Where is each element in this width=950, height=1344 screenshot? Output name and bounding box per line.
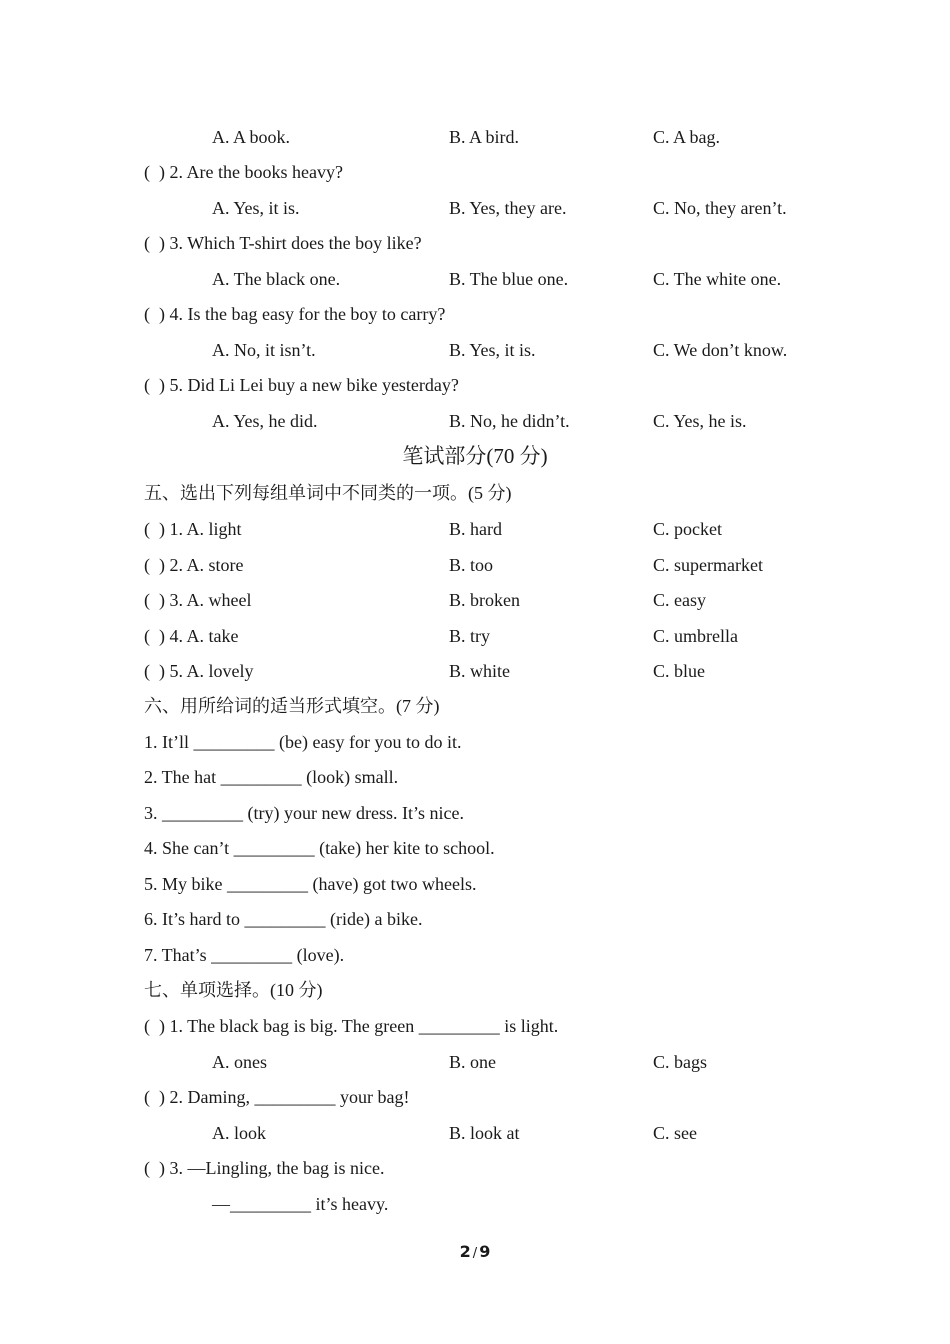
listening-question-4 [0,301,950,327]
option-a: A. look [212,1123,266,1143]
option-b: B. try [449,626,491,646]
option-a: ( ) 5. A. lovely [144,661,254,681]
fill-blank-text: 3. _________ (try) your new dress. It’s nice. [144,803,464,823]
dialogue-reply: —_________ it’s heavy. [212,1194,389,1214]
option-a: A. Yes, he did. [212,411,318,431]
option-a: ( ) 3. A. wheel [144,590,252,610]
fill-blank-item [0,800,950,826]
option-a: A. ones [212,1052,267,1072]
listening-options-3 [0,266,950,292]
fill-blank-item [0,871,950,897]
option-b: B. Yes, they are. [449,198,567,218]
option-c: C. Yes, he is. [653,411,747,431]
option-a: A. No, it isn’t. [212,340,316,360]
fill-blank-item [0,942,950,968]
question-text: ( ) 3. —Lingling, the bag is nice. [144,1158,385,1178]
option-a: A. The black one. [212,269,341,289]
fill-blank-text: 4. She can’t _________ (take) her kite to school. [144,838,495,858]
option-c: C. A bag. [653,127,721,147]
word-group-row [0,516,950,542]
page-current: 2 [459,1242,471,1261]
fill-blank-text: 1. It’ll _________ (be) easy for you to do it. [144,732,462,752]
section-6-heading [0,693,950,719]
fill-blank-item [0,906,950,932]
fill-blank-item [0,729,950,755]
option-c: C. supermarket [653,555,763,575]
option-a: A. Yes, it is. [212,198,300,218]
page-separator: / [472,1246,478,1261]
option-a: ( ) 2. A. store [144,555,244,575]
page-total: 9 [479,1242,491,1261]
option-c: C. No, they aren’t. [653,198,787,218]
question-text: ( ) 5. Did Li Lei buy a new bike yesterday? [144,375,459,395]
listening-question-5 [0,372,950,398]
option-b: B. No, he didn’t. [449,411,570,431]
option-c: C. We don’t know. [653,340,788,360]
section-heading: 七、单项选择。(10 分) [144,980,323,1000]
option-b: B. broken [449,590,520,610]
choice-options-1 [0,1049,950,1075]
option-a: ( ) 4. A. take [144,626,239,646]
listening-options-2 [0,195,950,221]
question-text: ( ) 4. Is the bag easy for the boy to carry? [144,304,446,324]
section-heading: 六、用所给词的适当形式填空。(7 分) [144,696,440,716]
choice-options-2 [0,1120,950,1146]
question-text: ( ) 3. Which T-shirt does the boy like? [144,233,422,253]
fill-blank-item [0,835,950,861]
choice-question-2 [0,1084,950,1110]
section-7-heading [0,977,950,1003]
option-b: B. look at [449,1123,520,1143]
choice-question-3-reply [0,1191,950,1217]
option-c: C. The white one. [653,269,782,289]
question-text: ( ) 2. Daming, _________ your bag! [144,1087,410,1107]
listening-question-2 [0,159,950,185]
word-group-row [0,587,950,613]
option-b: B. A bird. [449,127,520,147]
section-5-heading [0,480,950,506]
option-b: B. one [449,1052,496,1072]
option-b: B. The blue one. [449,269,569,289]
fill-blank-text: 5. My bike _________ (have) got two wheels. [144,874,477,894]
word-group-row [0,623,950,649]
option-c: C. blue [653,661,705,681]
written-part-title: 笔试部分(70 分) [402,444,548,468]
q1-options-row [0,124,950,150]
option-b: B. too [449,555,494,575]
choice-question-3 [0,1155,950,1181]
option-a: ( ) 1. A. light [144,519,242,539]
option-b: B. white [449,661,510,681]
option-c: C. bags [653,1052,707,1072]
option-c: C. see [653,1123,697,1143]
fill-blank-text: 7. That’s _________ (love). [144,945,345,965]
fill-blank-item [0,764,950,790]
option-b: B. hard [449,519,502,539]
question-text: ( ) 2. Are the books heavy? [144,162,343,182]
listening-options-4 [0,337,950,363]
listening-question-3 [0,230,950,256]
option-c: C. pocket [653,519,722,539]
fill-blank-text: 2. The hat _________ (look) small. [144,767,399,787]
option-a: A. A book. [212,127,291,147]
word-group-row [0,552,950,578]
choice-question-1 [0,1013,950,1039]
option-b: B. Yes, it is. [449,340,536,360]
word-group-row [0,658,950,684]
section-heading: 五、选出下列每组单词中不同类的一项。(5 分) [144,483,512,503]
fill-blank-text: 6. It’s hard to _________ (ride) a bike. [144,909,423,929]
listening-options-5 [0,408,950,434]
question-text: ( ) 1. The black bag is big. The green _________ is light. [144,1016,559,1036]
option-c: C. umbrella [653,626,738,646]
page-number [0,1242,950,1261]
option-c: C. easy [653,590,706,610]
